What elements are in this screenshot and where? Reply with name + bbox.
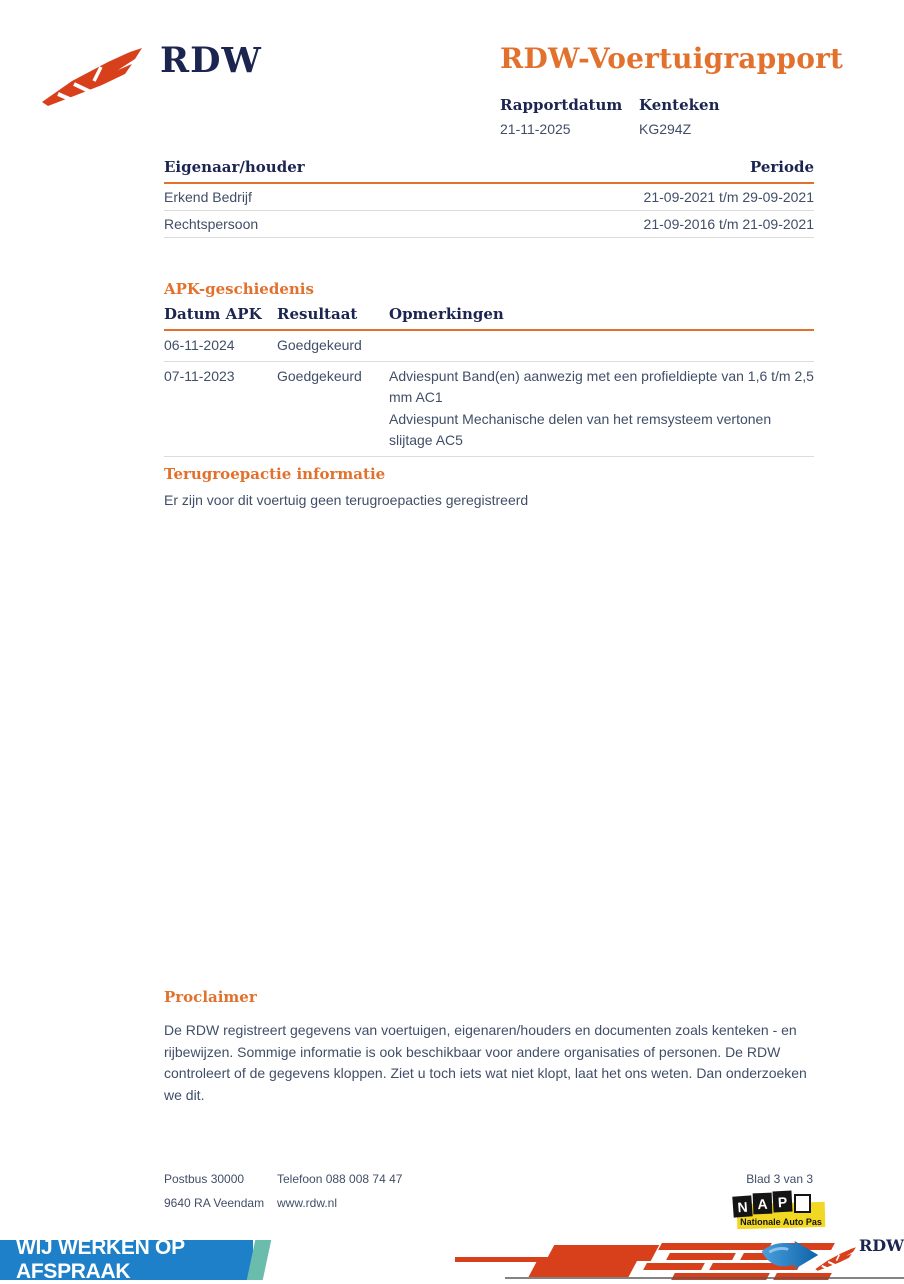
column-header-remarks: Opmerkingen <box>389 305 504 323</box>
recall-section <box>164 465 814 508</box>
owner-table-header <box>164 158 814 184</box>
apk-section-title: APK-geschiedenis <box>164 280 314 298</box>
footer-phone: Telefoon 088 008 74 47 <box>277 1172 403 1186</box>
footer-website-link[interactable]: www.rdw.nl <box>277 1196 338 1210</box>
appointment-banner <box>0 1236 253 1283</box>
owner-name: Erkend Bedrijf <box>164 189 252 205</box>
footer-address-line1: Postbus 30000 <box>164 1172 245 1186</box>
owner-period: 21-09-2021 t/m 29-09-2021 <box>643 189 814 205</box>
apk-history-section <box>164 280 814 457</box>
table-row <box>164 211 814 238</box>
page-edge-line <box>505 1277 904 1279</box>
proclaimer-section <box>164 988 814 1106</box>
license-plate-block <box>639 96 719 137</box>
rdw-feather-small-icon <box>812 1246 860 1272</box>
apk-remark-line: Adviespunt Mechanische delen van het remsysteem vertonen slijtage AC5 <box>389 410 772 448</box>
proclaimer-text: De RDW registreert gegevens van voertuigen, eigenaren/houders en documenten zoals kenteken - en rijbewijzen. Sommige informatie is ook beschikbaar voor andere organisaties of personen. De RDW controleert of de gegevens kloppen. Ziet u toch iets wat niet klopt, laat het ons weten. Dan onderzoeken we dit. <box>164 1022 807 1103</box>
appointment-banner-text: WIJ WERKEN OP AFSPRAAK <box>16 1236 185 1283</box>
column-header-result: Resultaat <box>277 305 358 323</box>
page-title: RDW-Voertuigrapport <box>500 42 844 75</box>
report-date-value: 21-11-2025 <box>500 121 571 137</box>
corner-rdw-text: RDW <box>859 1236 904 1255</box>
footer-address-line2: 9640 RA Veendam <box>164 1196 265 1210</box>
owner-header-label: Eigenaar/houder <box>164 158 305 176</box>
report-date-label: Rapportdatum <box>500 96 623 114</box>
period-header-label: Periode <box>749 158 814 176</box>
nap-letter-a: A <box>753 1193 773 1215</box>
recall-text: Er zijn voor dit voertuig geen terugroepacties geregistreerd <box>164 492 529 508</box>
nap-letter-p: P <box>772 1191 792 1213</box>
proclaimer-title: Proclaimer <box>164 988 257 1006</box>
license-plate-label: Kenteken <box>639 96 720 114</box>
owner-name: Rechtspersoon <box>164 216 259 232</box>
report-date-block <box>500 96 622 137</box>
page-number: Blad 3 van 3 <box>746 1172 813 1186</box>
owner-section <box>164 158 814 238</box>
rdw-logo-text: RDW <box>160 40 262 81</box>
nap-caption: Nationale Auto Pas <box>740 1217 822 1227</box>
apk-remarks <box>389 366 814 452</box>
owner-period: 21-09-2016 t/m 21-09-2021 <box>643 216 814 232</box>
table-row <box>164 184 814 211</box>
apk-date: 07-11-2023 <box>164 367 235 384</box>
nap-blank-box <box>794 1194 811 1213</box>
apk-date: 06-11-2024 <box>164 337 235 353</box>
table-row <box>164 331 814 362</box>
apk-result: Goedgekeurd <box>277 337 362 353</box>
apk-result: Goedgekeurd <box>277 367 362 384</box>
nap-logo <box>733 1191 825 1229</box>
apk-remark-line: Adviespunt Band(en) aanwezig met een profieldiepte van 1,6 t/m 2,5 mm AC1 <box>389 367 814 405</box>
nap-letter-n: N <box>732 1195 752 1217</box>
apk-remarks <box>389 335 814 357</box>
column-header-date: Datum APK <box>164 305 262 323</box>
apk-table-header <box>164 305 814 331</box>
recall-section-title: Terugroepactie informatie <box>164 465 386 483</box>
table-row <box>164 362 814 457</box>
license-plate-value: KG294Z <box>639 121 692 137</box>
rdw-feather-icon <box>38 44 148 110</box>
